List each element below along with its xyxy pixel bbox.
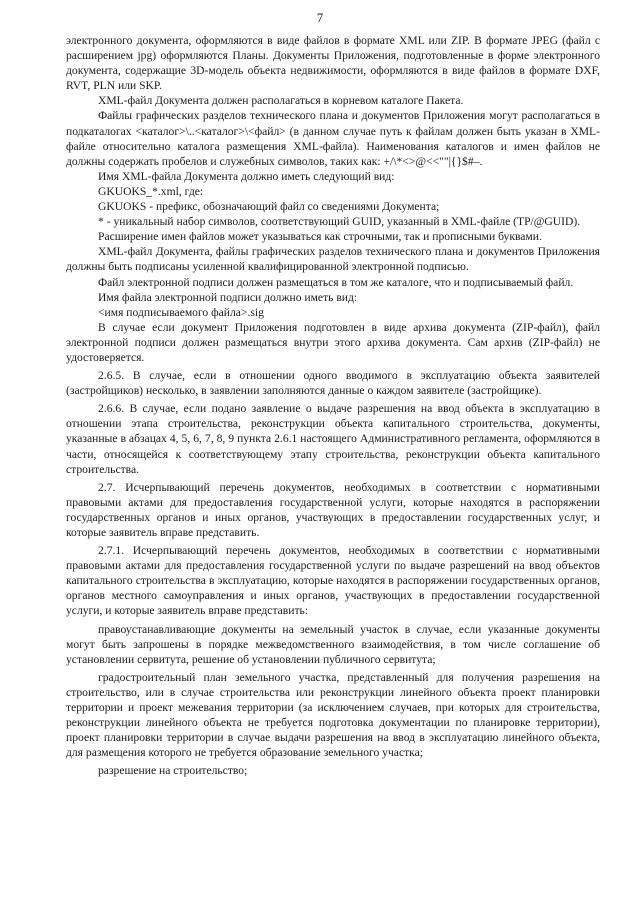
paragraph: XML-файл Документа, файлы графических разделов технического плана и документов Приложения должны быть подписаны усиленной квалифицированной электронной подписью. <box>66 245 600 274</box>
paragraph: XML-файл Документа должен располагаться в корневом каталоге Пакета. <box>98 94 464 108</box>
paragraph: Расширение имен файлов может указываться как строчными, так и прописными буквами. <box>98 230 542 244</box>
paragraph: градостроительный план земельного участка, представленный для получения разрешения на строительство, или в случае строительства или реконструкции линейного объекта проект планировки территории и проект межевания территории (за исключением случаев, при которых для строительства, реконструкции линейного объекта не требуется подготовка документации по планировке территории), проект планировки территории в случае выдачи разрешения на ввод в эксплуатацию линейного объекта, для размещения которого не требуется образование земельного участка; <box>66 670 600 760</box>
paragraph: Файлы графических разделов технического плана и документов Приложения могут располагаться в подкаталогах <каталог>\..<каталог>\<файл> (в данном случае путь к файлам должен быть указан в XML-файле относительно каталога размещения XML-файла). Наименования каталогов и имен файлов не должны содержать пробелов и служебных символов, таких как: +/\*<>@<<""|{}$#–. <box>66 109 600 168</box>
page-number: 7 <box>316 10 324 25</box>
paragraph: 2.6.6. В случае, если подано заявление о выдаче разрешения на ввод объекта в эксплуатацию в отношении этапа строительства, реконструкции объекта капитального строительства, документы, указанные в абзацах 4, 5, 6, 7, 8, 9 пункта 2.6.1 настоящего Административного регламента, оформляются в части, относящейся к соответствующему этапу строительства, реконструкции объекта капитального строительства. <box>66 402 600 476</box>
paragraph: Файл электронной подписи должен размещаться в том же каталоге, что и подписываемый файл. <box>98 275 574 289</box>
paragraph: электронного документа, оформляются в виде файлов в формате XML или ZIP. В формате JPEG (файл с расширением jpg) оформляются Планы. Документы Приложения, подготовленные в форме электронного документа, содержащие 3D-модель объекта недвижимости, оформляются в виде файлов в формате DXF, RVT, PLN или SKP. <box>66 34 600 93</box>
paragraph: 2.7. Исчерпывающий перечень документов, необходимых в соответствии с нормативными правовыми актами для предоставления государственной услуги, которые находятся в распоряжении государственных органов и иных органов, участвующих в предоставлении государственных услуг, и которые заявитель вправе представить. <box>66 480 600 539</box>
paragraph: В случае если документ Приложения подготовлен в виде архива документа (ZIP-файл), файл электронной подписи должен размещаться внутри этого архива документа. Сам архив (ZIP-файл) не удостоверяется. <box>66 320 600 364</box>
paragraph: GKUOKS - префикс, обозначающий файл со сведениями Документа; <box>98 200 440 214</box>
paragraph: Имя файла электронной подписи должно иметь вид: <box>98 290 358 304</box>
paragraph: Имя XML-файла Документа должно иметь следующий вид: <box>98 169 395 183</box>
paragraph: GKUOKS_*.xml, где: <box>98 184 204 198</box>
paragraph: разрешение на строительство; <box>98 764 248 778</box>
page-content <box>66 33 600 779</box>
paragraph: 2.6.5. В случае, если в отношении одного вводимого в эксплуатацию объекта заявителей (застройщиков) несколько, в заявлении заполняются данные о каждом заявителе (застройщике). <box>66 369 600 398</box>
paragraph: 2.7.1. Исчерпывающий перечень документов, необходимых в соответствии с нормативными правовыми актами для предоставления государственной услуги по выдаче разрешений на ввод объектов капитального строительства в эксплуатацию, которые находятся в распоряжении государственных органов, органов местного самоуправления и иных органов, участвующих в предоставлении государственной услуги, и которые заявитель вправе представить: <box>66 544 600 618</box>
paragraph: правоустанавливающие документы на земельный участок в случае, если указанные документы могут быть запрошены в порядке межведомственного взаимодействия, в том числе соглашение об установлении сервитута, решение об установлении публичного сервитута; <box>66 622 600 666</box>
paragraph: <имя подписываемого файла>.sig <box>98 305 264 319</box>
paragraph: * - уникальный набор символов, соответствующий GUID, указанный в XML-файле (TP/@GUID). <box>98 215 581 229</box>
